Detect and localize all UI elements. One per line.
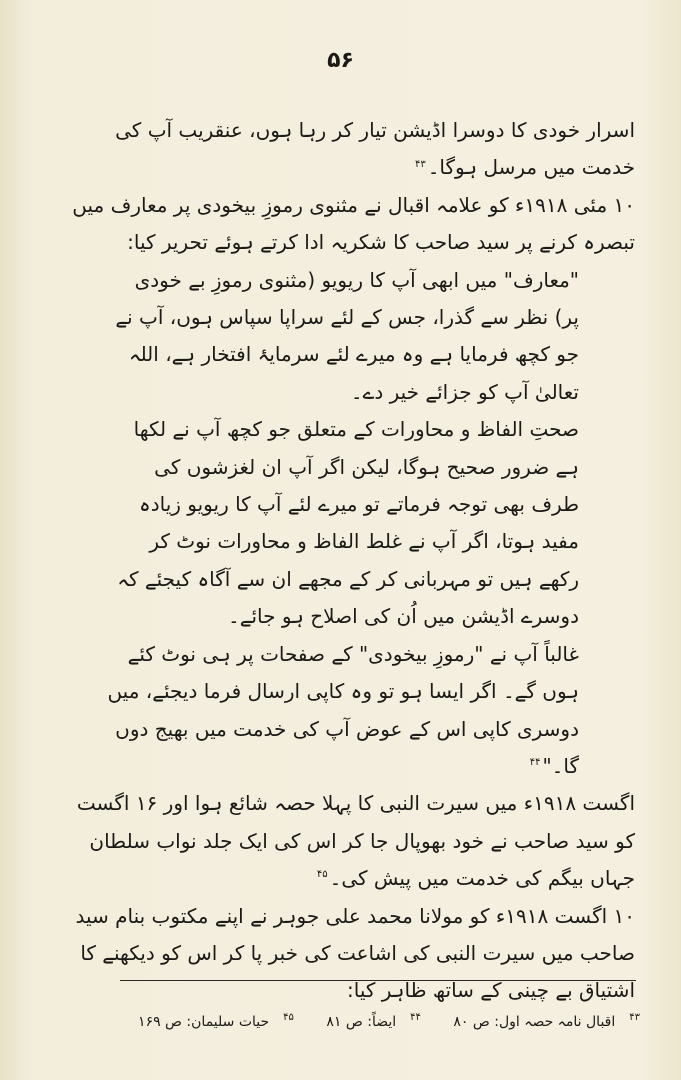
paragraph-august-1918 — [60, 785, 635, 897]
footnotes — [138, 1012, 640, 1030]
footnote-44 — [312, 1014, 421, 1030]
footnote-44-text: ایضاً: ص ۸۱ — [326, 1014, 397, 1030]
footnote-44-number: ۴۴ — [410, 1012, 421, 1024]
quote-paragraph-3-text: غالباً آپ نے "رموزِ بیخودی" کے صفحات پر ہی نوٹ کئے ہوں گے۔ اگر ایسا ہو تو وہ کاپی ارسال فرما دیجئے، میں دوسری کاپی اس کے عوض آپ کی خدمت میں بھیج دوں گا۔" — [107, 641, 579, 778]
paragraph-may-1918-text: ۱۰ مئی ۱۹۱۸ء کو علامہ اقبال نے مثنوی رموزِ بیخودی پر معارف میں تبصرہ کرنے پر سید صاحب کا شکریہ ادا کرتے ہوئے تحریر کیا: — [72, 192, 635, 255]
paragraph-intro — [60, 112, 635, 187]
page-number: ۵۶ — [327, 48, 354, 73]
footnote-ref-45: ۴۵ — [316, 869, 328, 881]
footnote-43 — [439, 1014, 640, 1030]
letter-quote — [104, 262, 579, 786]
footnote-43-text: اقبال نامہ حصہ اول: ص ۸۰ — [453, 1014, 616, 1030]
paragraph-august-1918-text: اگست ۱۹۱۸ء میں سیرت النبی کا پہلا حصہ شائع ہوا اور ۱۶ اگست کو سید صاحب نے خود بھوپال جا کر اس کی ایک جلد نواب سلطان جہاں بیگم کی خدمت میں پیش کی۔ — [76, 791, 635, 891]
footnote-43-number: ۴۳ — [629, 1012, 640, 1024]
quote-paragraph-1: "معارف" میں ابھی آپ کا ریویو (مثنوی رموزِ بے خودی پر) نظر سے گذرا، جس کے لئے سراپا سپاس ہوں، آپ نے جو کچھ فرمایا ہے وہ میرے لئے سرمایۂ افتخار ہے، اللہ تعالیٰ آپ کو جزائے خیر دے۔ — [115, 267, 579, 404]
footnote-45-number: ۴۵ — [283, 1012, 294, 1024]
paragraph-muhammad-ali-text: ۱۰ اگست ۱۹۱۸ء کو مولانا محمد علی جوہر نے اپنے مکتوب بنام سید صاحب میں سیرت النبی کی اشاعت کی خبر پا کر اس کو دیکھنے کا اشتیاق بے چینی کے ساتھ ظاہر کیا: — [75, 903, 635, 1003]
footnote-45 — [124, 1014, 294, 1030]
paragraph-intro-text: اسرار خودی کا دوسرا اڈیشن تیار کر رہا ہوں، عنقریب آپ کی خدمت میں مرسل ہوگا۔ — [115, 118, 635, 180]
footnote-45-text: حیات سلیمان: ص ۱۶۹ — [138, 1014, 270, 1030]
paragraph-muhammad-ali — [60, 898, 635, 1010]
body-text — [60, 112, 635, 1010]
paragraph-may-1918 — [60, 187, 635, 262]
quote-paragraph-3 — [104, 636, 579, 786]
footnote-divider — [120, 980, 636, 981]
footnote-ref-43: ۴۳ — [414, 158, 426, 170]
quote-paragraph-2: صحتِ الفاظ و محاورات کے متعلق جو کچھ آپ نے لکھا ہے ضرور صحیح ہوگا، لیکن اگر آپ ان لغزشوں کی طرف بھی توجہ فرماتے تو میرے لئے آپ کا ریویو زیادہ مفید ہوتا، اگر آپ نے غلط الفاظ و محاورات نوٹ کر رکھے ہیں تو مہربانی کر کے مجھے ان سے آگاہ کیجئے کہ دوسرے اڈیشن میں اُن کی اصلاح ہو جائے۔ — [117, 417, 579, 629]
footnote-ref-44: ۴۴ — [529, 757, 541, 769]
